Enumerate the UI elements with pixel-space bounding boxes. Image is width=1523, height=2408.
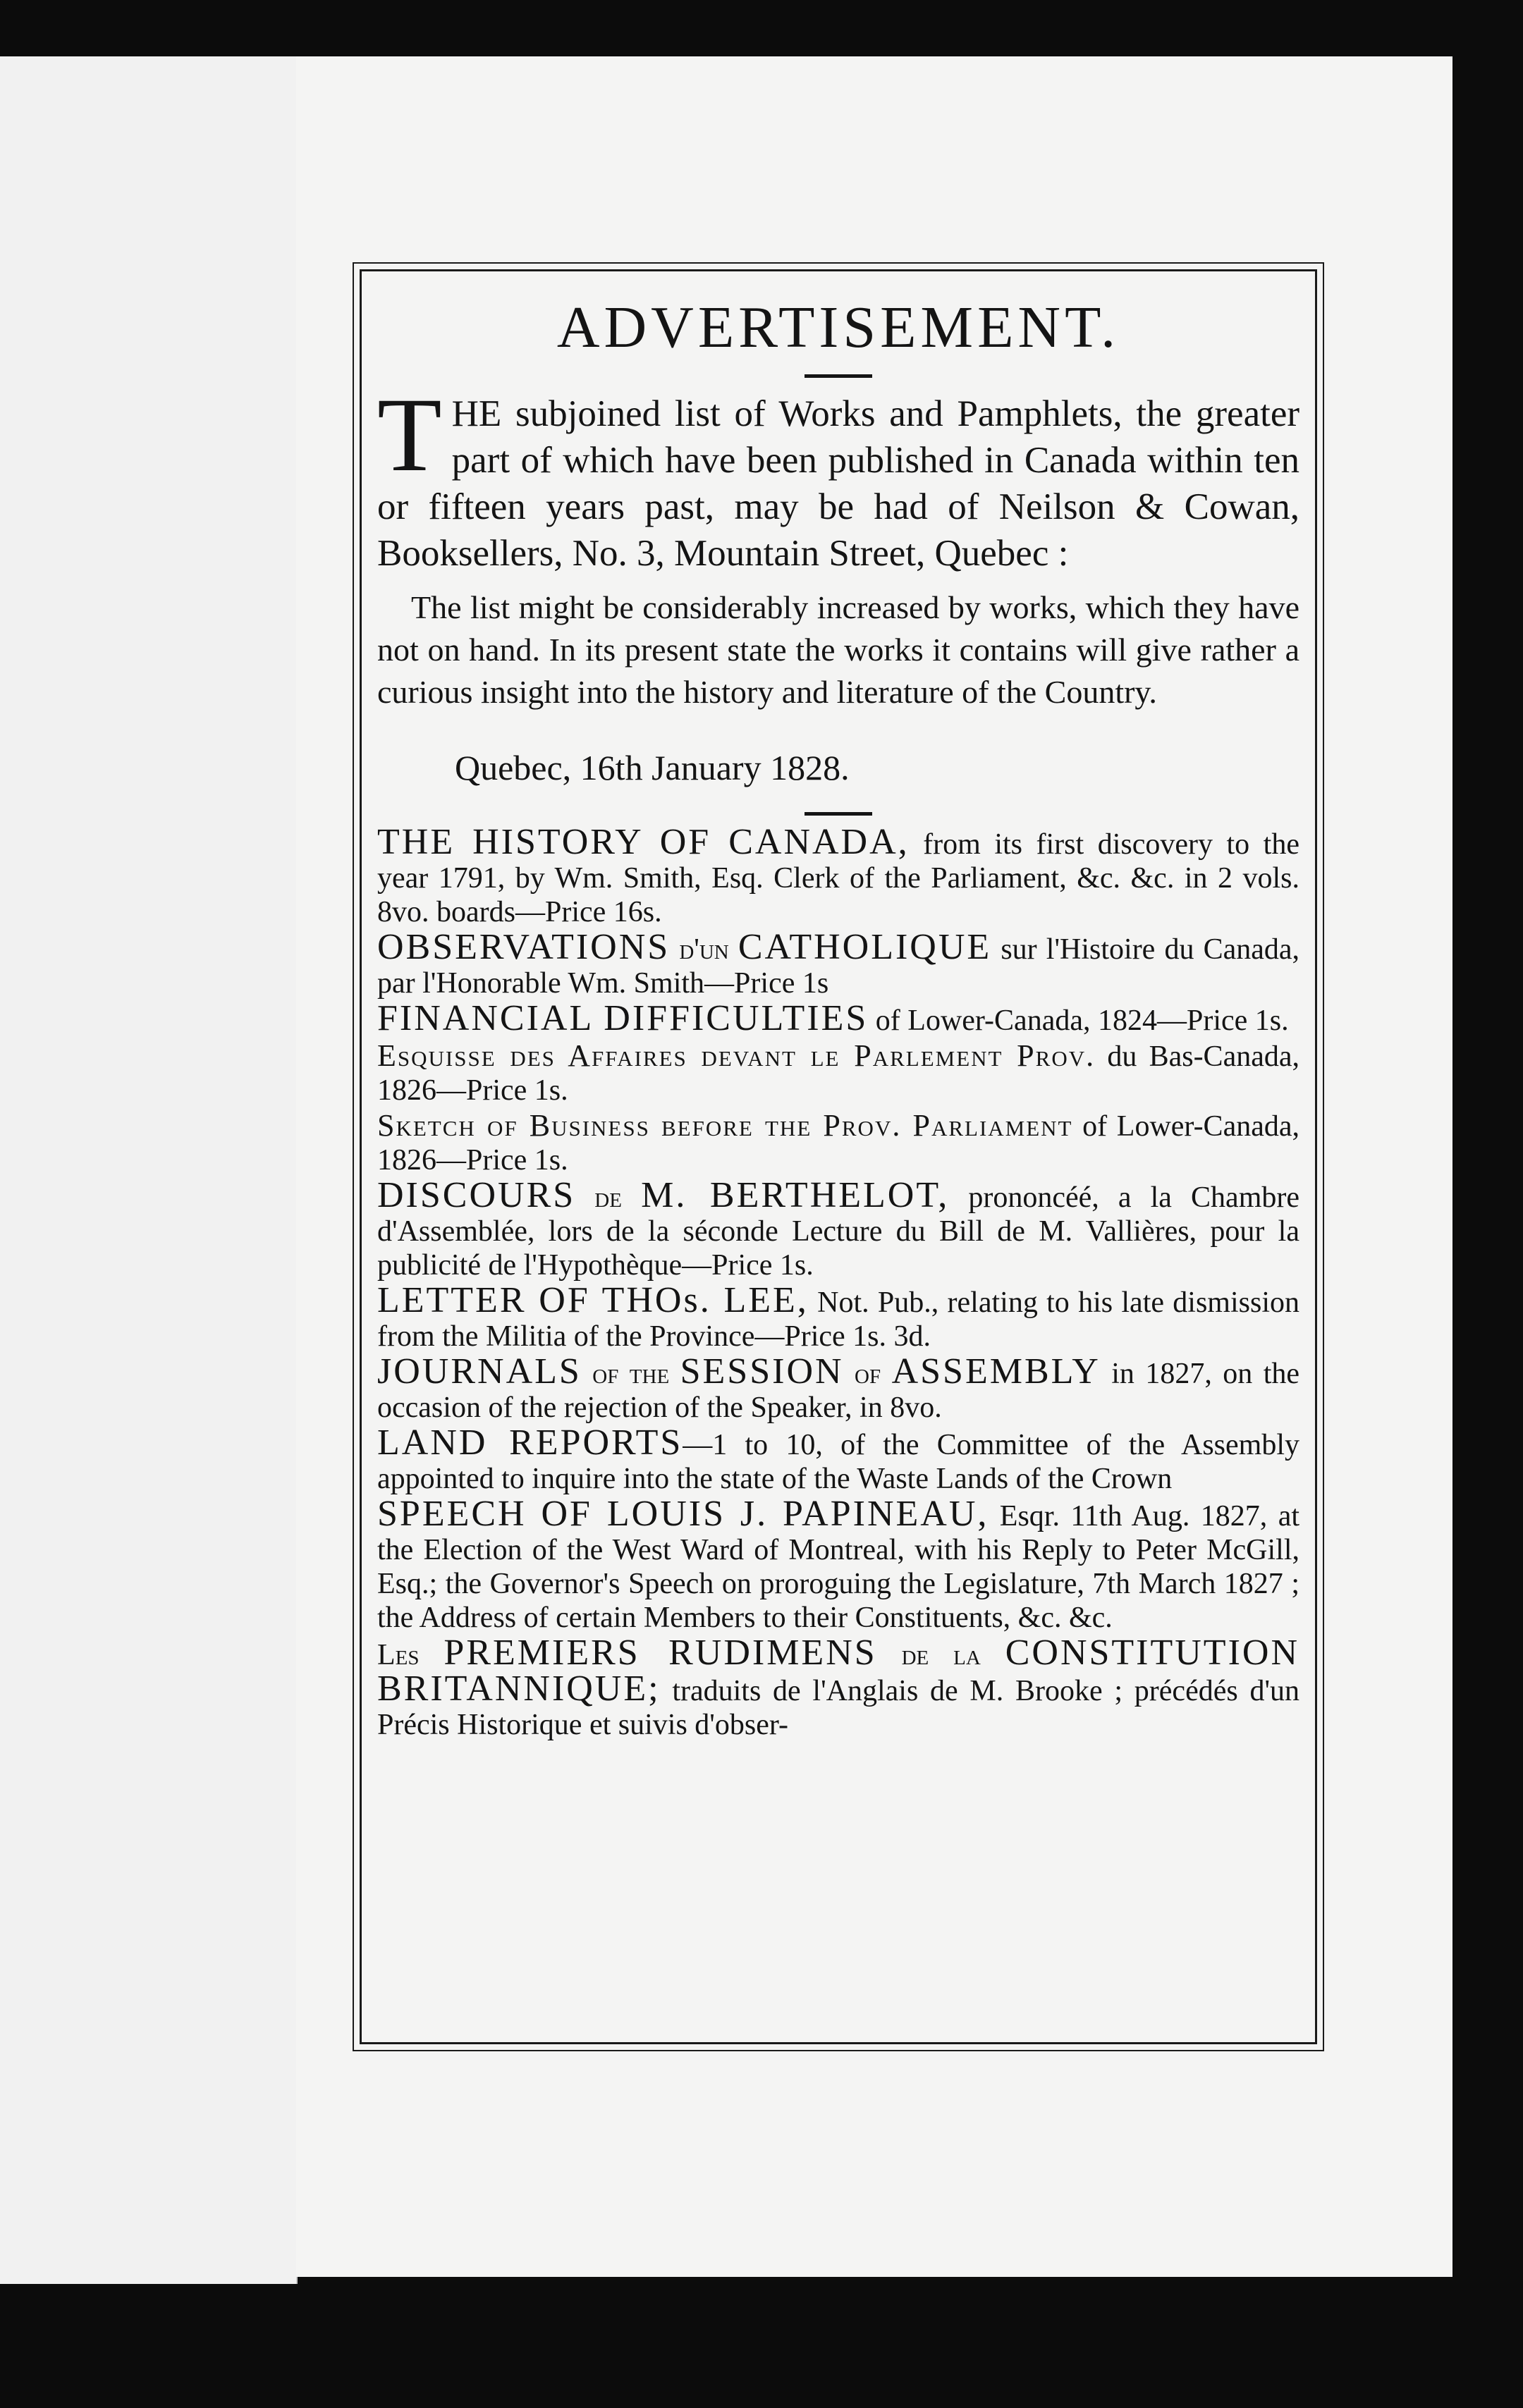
entry-heading: Sketch of Business before the Prov. Parliament [377,1108,1073,1143]
list-item [377,1109,1299,1177]
advertisement-title: ADVERTISEMENT. [556,295,1120,360]
entry-body: prononcéé, a la Chambre d'Assemblée, lors de la séconde Lecture du Bill de M. Vallières, pour la publicité de l'Hypothèque—Price 1s. [377,1181,1299,1282]
entry-heading: DISCOURS [377,1175,576,1216]
list-item [377,998,1299,1039]
entry-heading: PREMIERS RUDIMENS [444,1633,877,1673]
entry-connector: Les [377,1639,420,1672]
list-item [377,1351,1300,1425]
second-paragraph: The list might be considerably increased by works, which they have not on hand. In its present state the works it contains will give rather a curious insight into the history and literature of the Country. [377,589,1299,711]
entry-body: sur l'Histoire du Canada, par l'Honorable Wm. Smith—Price 1s [377,933,1300,1000]
intro-paragraph [377,376,1299,577]
entry-body: of Lower-Canada, 1826—Price 1s. [377,1110,1299,1177]
entry-connector: of the [592,1358,670,1391]
entry-heading: THE HISTORY OF CANADA, [377,822,910,863]
entry-connector-2: of [855,1358,881,1391]
entry-heading-2: CONSTITUTION BRITANNIQUE; [377,1633,1299,1709]
entry-heading-2: SESSION [680,1351,844,1392]
entry-body: Esqr. 11th Aug. 1827, at the Election of the West Ward of Montreal, with his Reply to Peter McGill, Esq.; the Governor's Speech on proroguing the Legislature, 7th March 1827 ; the Address of certain Members to their Constituents, &c. &c. [377,1500,1300,1635]
left-facing-page [0,56,298,2284]
entry-connector: de [594,1181,622,1215]
works-list [377,822,1300,1742]
list-item [377,1633,1300,1742]
list-item [377,927,1300,1000]
entry-heading-2: CATHOLIQUE [738,927,992,968]
entry-connector: d'un [679,933,729,966]
entry-heading: OBSERVATIONS [377,927,671,968]
dateline-rule [805,812,872,816]
list-item [377,822,1299,929]
list-item [377,1175,1299,1282]
advertisement-box [360,269,1317,2044]
list-item [377,1494,1300,1635]
entry-heading: LETTER OF THOs. LEE, [377,1280,809,1321]
list-item [377,1423,1299,1496]
entry-heading: SPEECH OF LOUIS J. PAPINEAU, [377,1494,989,1535]
entry-body: —1 to 10, of the Committee of the Assembly appointed to inquire into the state of the Waste Lands of the Crown [377,1429,1299,1496]
entry-body: from its first discovery to the year 1791, by Wm. Smith, Esq. Clerk of the Parliament, &c. &c. in 2 vols. 8vo. boards—Price 16s. [377,828,1299,929]
entry-heading: FINANCIAL DIFFICULTIES [377,998,869,1039]
drop-cap: T [377,376,442,494]
list-item [377,1280,1300,1353]
entry-body: of Lower-Canada, 1824—Price 1s. [875,1005,1289,1038]
entry-body: Not. Pub., relating to his late dismission from the Militia of the Province—Price 1s. 3d. [377,1286,1300,1353]
entry-heading-2: M. BERTHELOT, [641,1175,950,1216]
entry-body: traduits de l'Anglais de M. Brooke ; précédés d'un Précis Historique et suivis d'obser- [377,1675,1300,1742]
dateline: Quebec, 16th January 1828. [455,748,850,788]
entry-body: du Bas-Canada, 1826—Price 1s. [377,1040,1299,1107]
title-rule [805,374,872,378]
entry-connector-2: de la [901,1639,981,1672]
list-item [377,1039,1299,1107]
entry-body: in 1827, on the occasion of the rejection of the Speaker, in 8vo. [377,1358,1300,1425]
right-page [296,56,1452,2277]
entry-heading: LAND REPORTS [377,1423,683,1463]
intro-text: HE subjoined list of Works and Pamphlets, the greater part of which have been published in Canada within ten or fifteen years past, may be had of Neilson & Cowan, Booksellers, No. 3, Mountain Street, Quebec : [377,393,1299,575]
entry-heading-3: ASSEMBLY [891,1351,1101,1392]
entry-heading: Esquisse des Affaires devant le Parlement Prov. [377,1038,1096,1074]
entry-heading: JOURNALS [377,1351,582,1392]
